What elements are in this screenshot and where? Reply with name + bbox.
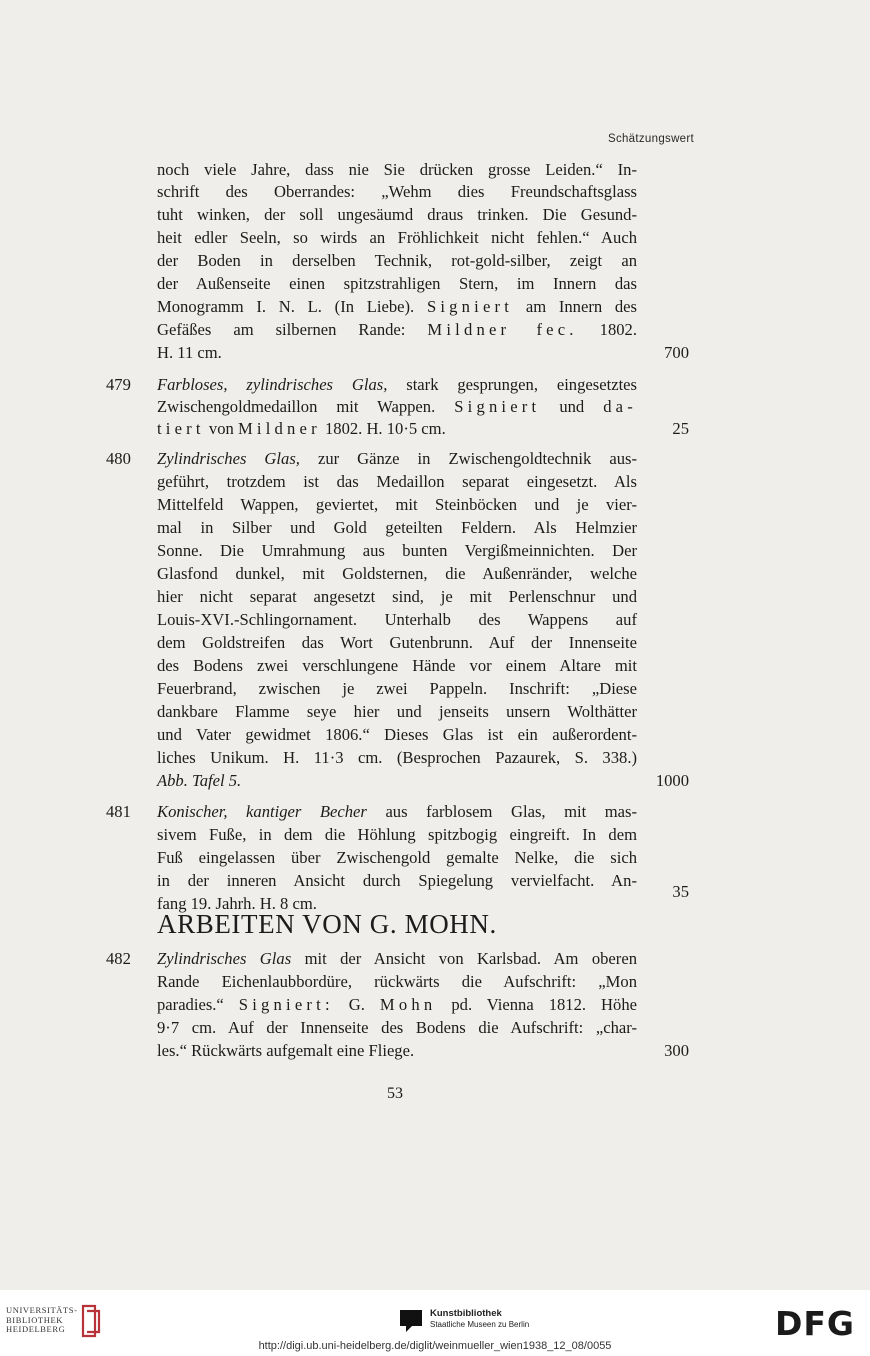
text-line: dem Goldstreifen das Wort Gutenbrunn. Auf der Innenseite xyxy=(157,633,637,652)
text-line: heit edler Seeln, so wirds an Fröhlichkeit nicht fehlen.“ Auch xyxy=(157,228,637,247)
lot-title: Zylindrisches Glas, xyxy=(157,449,300,468)
estimate-value: 300 xyxy=(664,1041,689,1060)
estimate-value: 1000 xyxy=(655,771,689,790)
text-line: 9·7 cm. Auf der Innenseite des Bodens die Aufschrift: „char- xyxy=(157,1018,637,1037)
text-line: Gefäßes am silbernen Rande: Mildner fec. 1802. xyxy=(157,320,637,339)
estimate-column-header: Schätzungswert xyxy=(607,133,694,145)
text-line: paradies.“ Signiert: G. Mohn pd. Vienna 1812. Höhe xyxy=(157,995,637,1014)
text-line: geführt, trotzdem ist das Medaillon separat eingesetzt. Als xyxy=(157,472,637,491)
footer-bar xyxy=(0,1290,870,1356)
spaced-text: Mildner fec. xyxy=(427,320,578,339)
estimate-value: 35 xyxy=(672,882,689,901)
text-line: Feuerbrand, zwischen je zwei Pappeln. Inschrift: „Diese xyxy=(157,679,637,698)
text-line: und Vater gewidmet 1806.“ Dieses Glas ist ein außerordent- xyxy=(157,725,637,744)
text-line: tiert von Mildner 1802. H. 10·5 cm. xyxy=(157,419,446,438)
text-line: Louis-XVI.-Schlingornament. Unterhalb des Wappens auf xyxy=(157,610,637,629)
text-line: Zylindrisches Glas, zur Gänze in Zwischengoldtechnik aus- xyxy=(157,449,637,468)
text-line: liches Unikum. H. 11·3 cm. (Besprochen Pazaurek, S. 338.) xyxy=(157,748,637,767)
lot-number: 482 xyxy=(106,949,131,968)
text-line: Farbloses, zylindrisches Glas, stark gesprungen, eingesetztes xyxy=(157,375,637,394)
text-line: Zwischengoldmedaillon mit Wappen. Signiert und da- xyxy=(157,397,637,416)
estimate-value: 25 xyxy=(672,419,689,438)
text-line: Glasfond dunkel, mit Goldsternen, die Außenränder, welche xyxy=(157,564,637,583)
lot-number: 479 xyxy=(106,375,131,394)
text-line: les.“ Rückwärts aufgemalt eine Fliege. xyxy=(157,1041,415,1060)
plate-reference: Abb. Tafel 5. xyxy=(157,771,242,790)
text-line: fang 19. Jahrh. H. 8 cm. xyxy=(157,894,317,913)
text-line: Fuß eingelassen über Zwischengold gemalte Nelke, die sich xyxy=(157,848,637,867)
page-number: 53 xyxy=(387,1085,403,1102)
text-line: des Bodens zwei verschlungene Hände vor einem Altare mit xyxy=(157,656,637,675)
text-line: Mittelfeld Wappen, geviertet, mit Steinböcken und je vier- xyxy=(157,495,637,514)
text-line: mal in Silber und Gold geteilten Feldern. Als Helmzier xyxy=(157,518,637,537)
text-line: Zylindrisches Glas mit der Ansicht von Karlsbad. Am oberen xyxy=(157,949,637,968)
text-line: der Boden in derselben Technik, rot-gold-silber, zeigt an xyxy=(157,251,637,270)
text-line: der Außenseite einen spitzstrahligen Stern, im Innern das xyxy=(157,274,637,293)
source-url[interactable]: http://digi.ub.uni-heidelberg.de/diglit/weinmueller_wien1938_12_08/0055 xyxy=(258,1340,612,1352)
university-logo-icon xyxy=(79,1302,103,1340)
text-line: sivem Fuße, in dem die Höhlung spitzbogig eingreift. In dem xyxy=(157,825,637,844)
text-line: noch viele Jahre, dass nie Sie drücken grosse Leiden.“ In- xyxy=(157,160,637,179)
lot-title: Zylindrisches Glas xyxy=(157,949,292,968)
dfg-logo: DFG xyxy=(775,1304,856,1343)
estimate-value: 700 xyxy=(664,343,689,362)
text-line xyxy=(157,770,637,792)
text-line: in der inneren Ansicht durch Spiegelung vervielfacht. An- xyxy=(157,871,637,890)
text-line: Monogramm I. N. L. (In Liebe). Signiert am Innern des xyxy=(157,297,637,316)
university-library-label: UNIVERSITÄTS- BIBLIOTHEK HEIDELBERG xyxy=(6,1305,78,1334)
lot-title: Farbloses, zylindrisches Glas, xyxy=(157,375,388,394)
kunstbibliothek-logo-icon xyxy=(398,1308,424,1334)
lot-number: 480 xyxy=(106,449,131,468)
text-line: Konischer, kantiger Becher aus farblosem Glas, mit mas- xyxy=(157,802,638,821)
lot-title: Konischer, kantiger Becher xyxy=(157,802,367,821)
text-line: Sonne. Die Umrahmung aus bunten Vergißmeinnichten. Der xyxy=(157,541,637,560)
kunstbibliothek-label: Kunstbibliothek Staatliche Museen zu Berlin xyxy=(430,1308,530,1329)
text-line: Rande Eichenlaubbordüre, rückwärts die Aufschrift: „Mon xyxy=(157,972,637,991)
text-line: H. 11 cm. xyxy=(157,343,222,362)
text-line: hier nicht separat angesetzt sind, je mit Perlenschnur und xyxy=(157,587,637,606)
spaced-text: Signiert xyxy=(426,297,514,316)
text-line: dankbare Flamme seye hier und jenseits unsern Wolthätter xyxy=(157,702,637,721)
text-line: tuht winken, der soll ungesäumd draus trinken. Die Gesund- xyxy=(157,205,637,224)
lot-number: 481 xyxy=(106,802,131,821)
text-line: schrift des Oberrandes: „Wehm dies Freundschaftsglass xyxy=(157,182,637,201)
section-heading: ARBEITEN VON G. MOHN. xyxy=(157,909,497,939)
